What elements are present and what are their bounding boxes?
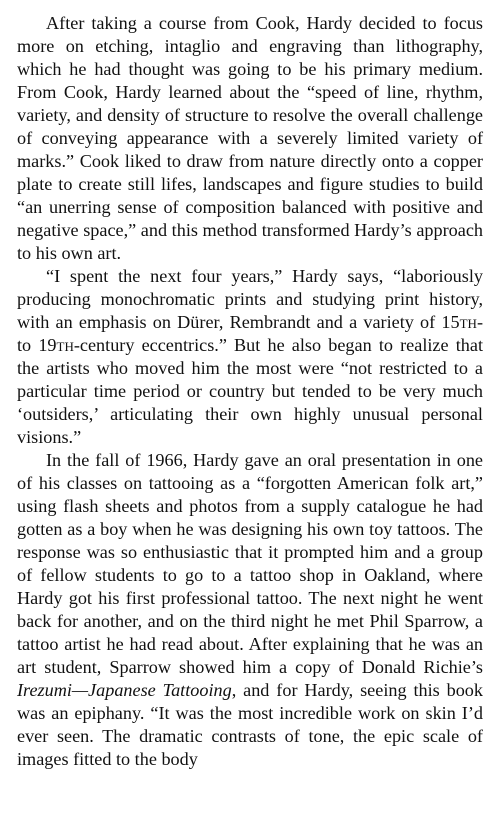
body-text bbox=[17, 12, 483, 771]
paragraph-print-history bbox=[17, 265, 483, 449]
paragraph-text: After taking a course from Cook, Hardy decided to focus more on etching, intaglio and engraving than lithography, which he had thought was going to be his primary medium. From Cook, Hardy learned about the “speed of line, rhythm, variety, and density of structure to resolve the overall challenge of conveying appearance with a severely limited variety of marks.” Cook liked to draw from nature directly onto a copper plate to create still lifes, landscapes and figure studies to build “an unerring sense of composition balanced with positive and negative space,” and this method transformed Hardy’s approach to his own art. bbox=[17, 13, 483, 263]
paragraph-text: - to bbox=[17, 312, 483, 355]
paragraph-text: -century eccentrics.” But he also began to realize that the artists who moved him the most were “not restricted to a particular time period or country but tended to be very much ‘outsiders,’ articulating their own highly unusual personal visions.” bbox=[17, 335, 483, 447]
paragraph-text: “I spent the next four years,” Hardy says, “laboriously producing monochromatic prints and studying print history, with an emphasis on Dürer, Rembrandt and a variety of bbox=[17, 266, 483, 332]
book-title: Irezumi—Japanese Tattooing bbox=[17, 680, 232, 700]
paragraph-cook-course bbox=[17, 12, 483, 265]
century-small-caps: 15th bbox=[441, 312, 477, 332]
paragraph-text: In the fall of 1966, Hardy gave an oral presentation in one of his classes on tattooing as a “forgotten American folk art,” using flash sheets and photos from a supply catalogue he had gotten as a boy when he was designing his own toy tattoos. The response was so enthusiastic that it prompted him and a group of fellow students to go to a tattoo shop in Oakland, where Hardy got his first professional tattoo. The next night he went back for another, and on the third night he met Phil Sparrow, a tattoo artist he had read about. After explaining that he was an art student, Sparrow showed him a copy of Donald Richie’s bbox=[17, 450, 483, 677]
paragraph-text: , and for Hardy, seeing this book was an epiphany. “It was the most incredible work on skin I’d ever seen. The dramatic contrasts of tone, the epic scale of images fitted to the body bbox=[17, 680, 483, 769]
paragraph-tattoo-discovery bbox=[17, 449, 483, 771]
century-small-caps: 19th bbox=[38, 335, 74, 355]
